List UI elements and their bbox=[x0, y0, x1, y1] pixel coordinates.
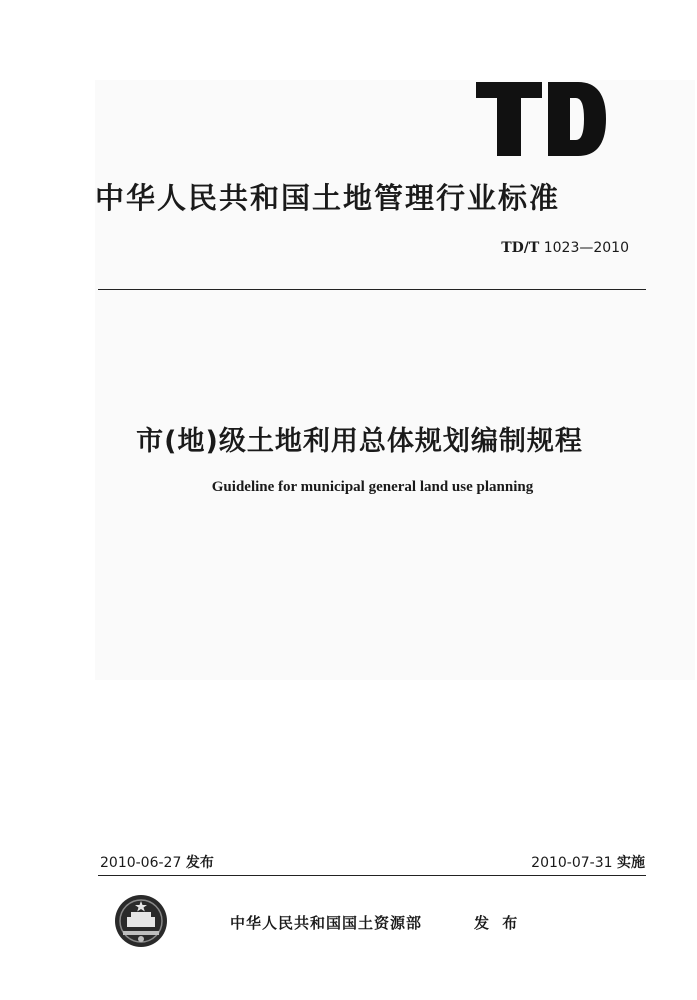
document-title-cn: 市(地)级土地利用总体规划编制规程 bbox=[136, 426, 583, 457]
effective-date-label: 实施 bbox=[617, 855, 645, 871]
standard-code bbox=[501, 240, 629, 256]
standard-code-prefix: TD/T bbox=[501, 240, 540, 256]
publish-label: 发 布 bbox=[474, 914, 522, 932]
effective-date-value: 2010-07-31 bbox=[531, 855, 613, 871]
publisher-name: 中华人民共和国国土资源部 bbox=[230, 914, 423, 932]
document-title-en: Guideline for municipal general land use planning bbox=[211, 479, 534, 495]
issue-date-value: 2010-06-27 bbox=[100, 855, 182, 871]
standard-code-number: 1023—2010 bbox=[543, 240, 629, 256]
scan-background bbox=[95, 80, 695, 680]
bottom-divider bbox=[98, 875, 646, 876]
standard-category: 中华人民共和国土地管理行业标准 bbox=[95, 181, 561, 215]
td-logo bbox=[470, 78, 610, 162]
issue-date bbox=[100, 852, 214, 872]
issue-date-label: 发布 bbox=[185, 855, 214, 871]
effective-date bbox=[531, 852, 645, 872]
national-emblem-icon bbox=[113, 893, 169, 949]
top-divider bbox=[98, 289, 646, 290]
